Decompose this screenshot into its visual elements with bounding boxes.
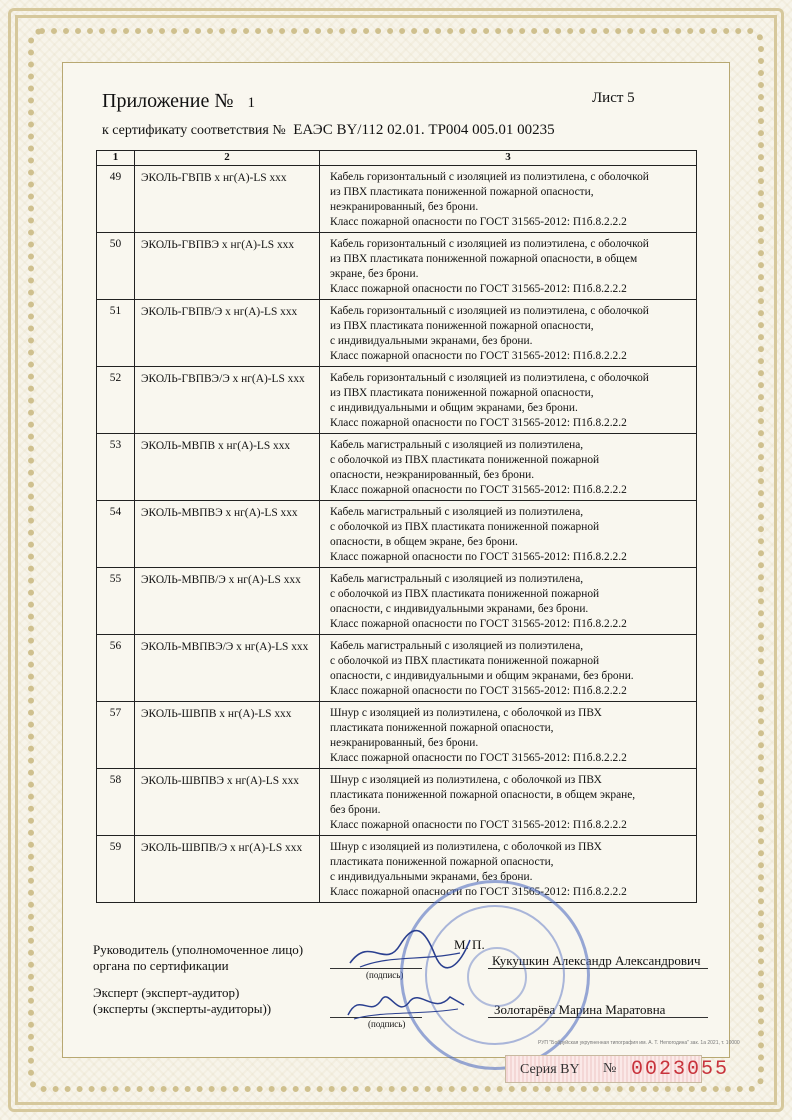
description-line: с оболочкой из ПВХ пластиката пониженной пожарной <box>330 655 600 667</box>
description-line: с оболочкой из ПВХ пластиката пониженной пожарной <box>330 521 600 533</box>
table-row <box>97 769 697 836</box>
fire-safety-class: Класс пожарной опасности по ГОСТ 31565-2012: П1б.8.2.2.2 <box>330 283 627 295</box>
description-line: экране, без брони. <box>330 268 419 280</box>
stamp-place-label: М. П. <box>454 937 485 952</box>
fire-safety-class: Класс пожарной опасности по ГОСТ 31565-2012: П1б.8.2.2.2 <box>330 819 627 831</box>
product-code: ЭКОЛЬ-ГВПВ x нг(А)-LS xxx <box>135 166 320 233</box>
expert-name: Золотарёва Марина Маратовна <box>494 1002 666 1017</box>
description-line: опасности, с индивидуальными экранами, без брони. <box>330 603 589 615</box>
description-line: без брони. <box>330 804 381 816</box>
certificate-reference <box>102 122 555 139</box>
appendix-title-text: Приложение № <box>102 90 234 112</box>
description-line: Кабель горизонтальный с изоляцией из полиэтилена, с оболочкой <box>330 171 649 183</box>
description-line: опасности, с индивидуальными и общим экранами, без брони. <box>330 670 634 682</box>
fire-safety-class: Класс пожарной опасности по ГОСТ 31565-2012: П1б.8.2.2.2 <box>330 618 627 630</box>
description-line: опасности, в общем экране, без брони. <box>330 536 518 548</box>
description-line: опасности, неэкранированный, без брони. <box>330 469 535 481</box>
product-code: ЭКОЛЬ-МВПВ/Э x нг(А)-LS xxx <box>135 568 320 635</box>
head-label-line-1: Руководитель (уполномоченное лицо) <box>93 942 304 957</box>
head-name: Кукушкин Александр Александрович <box>492 953 701 968</box>
table-header-row <box>97 151 697 166</box>
appendix-title <box>102 90 255 113</box>
table-row <box>97 367 697 434</box>
description-line: с индивидуальными и общим экранами, без брони. <box>330 402 578 414</box>
table-row <box>97 434 697 501</box>
certificate-number: ЕАЭС BY/112 02.01. ТР004 005.01 00235 <box>293 122 555 138</box>
head-label-line-2: органа по сертификации <box>93 958 229 973</box>
description-line: Кабель магистральный с изоляцией из полиэтилена, <box>330 439 584 451</box>
product-code: ЭКОЛЬ-МВПВЭ x нг(А)-LS xxx <box>135 501 320 568</box>
products-table <box>96 150 697 903</box>
row-number: 50 <box>97 233 135 300</box>
description-line: Кабель магистральный с изоляцией из полиэтилена, <box>330 573 584 585</box>
product-code: ЭКОЛЬ-ГВПВЭ x нг(А)-LS xxx <box>135 233 320 300</box>
head-signature-scribble <box>340 925 480 975</box>
table-row <box>97 836 697 903</box>
row-number: 57 <box>97 702 135 769</box>
expert-signature-scribble <box>340 985 470 1025</box>
product-code: ЭКОЛЬ-ШВПВЭ x нг(А)-LS xxx <box>135 769 320 836</box>
row-number: 55 <box>97 568 135 635</box>
row-number: 59 <box>97 836 135 903</box>
product-description <box>320 434 697 501</box>
product-description <box>320 635 697 702</box>
table-row <box>97 300 697 367</box>
serial-label: Серия BY <box>520 1062 580 1077</box>
appendix-number: 1 <box>247 95 255 111</box>
description-line: из ПВХ пластиката пониженной пожарной опасности, <box>330 186 594 198</box>
row-number: 53 <box>97 434 135 501</box>
product-code: ЭКОЛЬ-ГВПВ/Э x нг(А)-LS xxx <box>135 300 320 367</box>
product-description <box>320 568 697 635</box>
description-line: неэкранированный, без брони. <box>330 201 479 213</box>
fire-safety-class: Класс пожарной опасности по ГОСТ 31565-2012: П1б.8.2.2.2 <box>330 216 627 228</box>
expert-label-line-2: (эксперты (эксперты-аудиторы)) <box>93 1001 272 1016</box>
description-line: с оболочкой из ПВХ пластиката пониженной пожарной <box>330 454 600 466</box>
row-number: 58 <box>97 769 135 836</box>
table-row <box>97 501 697 568</box>
product-code: ЭКОЛЬ-МВПВЭ/Э x нг(А)-LS xxx <box>135 635 320 702</box>
certificate-prefix: к сертификату соответствия № <box>102 123 286 138</box>
product-description <box>320 702 697 769</box>
expert-signature-caption: (подпись) <box>368 1019 406 1029</box>
head-signature-caption: (подпись) <box>366 970 404 980</box>
table-row <box>97 635 697 702</box>
row-number: 51 <box>97 300 135 367</box>
description-line: Кабель горизонтальный с изоляцией из полиэтилена, с оболочкой <box>330 305 649 317</box>
fire-safety-class: Класс пожарной опасности по ГОСТ 31565-2012: П1б.8.2.2.2 <box>330 551 627 563</box>
description-line: из ПВХ пластиката пониженной пожарной опасности, <box>330 320 594 332</box>
description-line: Кабель горизонтальный с изоляцией из полиэтилена, с оболочкой <box>330 238 649 250</box>
product-description <box>320 300 697 367</box>
product-code: ЭКОЛЬ-ШВПВ/Э x нг(А)-LS xxx <box>135 836 320 903</box>
product-description <box>320 233 697 300</box>
description-line: пластиката пониженной пожарной опасности, в общем экране, <box>330 789 636 801</box>
table-row <box>97 233 697 300</box>
column-header-2: 2 <box>135 151 320 166</box>
printer-imprint: РУП "Бобруйская укрупненная типография им. А. Т. Непогодина" зак. 1а 2021, т. 10000 <box>538 1040 740 1046</box>
description-line: Шнур с изоляцией из полиэтилена, с оболочкой из ПВХ <box>330 774 602 786</box>
description-line: из ПВХ пластиката пониженной пожарной опасности, в общем <box>330 253 638 265</box>
description-line: с индивидуальными экранами, без брони. <box>330 871 533 883</box>
description-line: Кабель горизонтальный с изоляцией из полиэтилена, с оболочкой <box>330 372 649 384</box>
serial-number-box <box>505 1055 730 1083</box>
column-header-3: 3 <box>320 151 697 166</box>
description-line: пластиката пониженной пожарной опасности, <box>330 722 554 734</box>
row-number: 52 <box>97 367 135 434</box>
product-code: ЭКОЛЬ-ШВПВ x нг(А)-LS xxx <box>135 702 320 769</box>
fire-safety-class: Класс пожарной опасности по ГОСТ 31565-2012: П1б.8.2.2.2 <box>330 417 627 429</box>
description-line: пластиката пониженной пожарной опасности, <box>330 856 554 868</box>
fire-safety-class: Класс пожарной опасности по ГОСТ 31565-2012: П1б.8.2.2.2 <box>330 886 627 898</box>
description-line: из ПВХ пластиката пониженной пожарной опасности, <box>330 387 594 399</box>
description-line: неэкранированный, без брони. <box>330 737 479 749</box>
expert-label-line-1: Эксперт (эксперт-аудитор) <box>93 985 240 1000</box>
fire-safety-class: Класс пожарной опасности по ГОСТ 31565-2012: П1б.8.2.2.2 <box>330 752 627 764</box>
table-row <box>97 702 697 769</box>
description-line: с индивидуальными экранами, без брони. <box>330 335 533 347</box>
product-description <box>320 501 697 568</box>
fire-safety-class: Класс пожарной опасности по ГОСТ 31565-2012: П1б.8.2.2.2 <box>330 484 627 496</box>
product-description <box>320 166 697 233</box>
product-description <box>320 367 697 434</box>
description-line: Кабель магистральный с изоляцией из полиэтилена, <box>330 506 584 518</box>
description-line: Шнур с изоляцией из полиэтилена, с оболочкой из ПВХ <box>330 707 602 719</box>
description-line: Шнур с изоляцией из полиэтилена, с оболочкой из ПВХ <box>330 841 602 853</box>
product-code: ЭКОЛЬ-ГВПВЭ/Э x нг(А)-LS xxx <box>135 367 320 434</box>
row-number: 49 <box>97 166 135 233</box>
column-header-1: 1 <box>97 151 135 166</box>
sheet-number: Лист 5 <box>592 90 635 106</box>
serial-number-sign: № <box>603 1061 617 1076</box>
fire-safety-class: Класс пожарной опасности по ГОСТ 31565-2012: П1б.8.2.2.2 <box>330 350 627 362</box>
row-number: 54 <box>97 501 135 568</box>
description-line: Кабель магистральный с изоляцией из полиэтилена, <box>330 640 584 652</box>
table-row <box>97 166 697 233</box>
fire-safety-class: Класс пожарной опасности по ГОСТ 31565-2012: П1б.8.2.2.2 <box>330 685 627 697</box>
serial-number: 0023055 <box>631 1058 730 1081</box>
row-number: 56 <box>97 635 135 702</box>
table-row <box>97 568 697 635</box>
product-code: ЭКОЛЬ-МВПВ x нг(А)-LS xxx <box>135 434 320 501</box>
product-description <box>320 769 697 836</box>
description-line: с оболочкой из ПВХ пластиката пониженной пожарной <box>330 588 600 600</box>
